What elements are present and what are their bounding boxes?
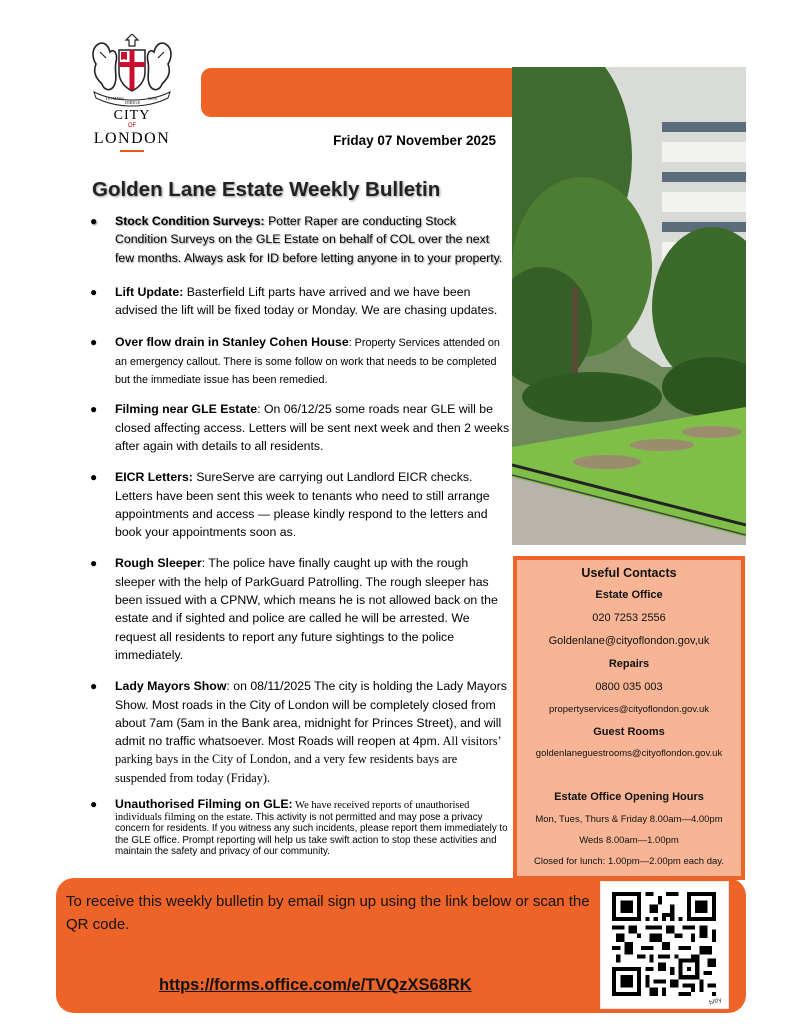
bulletin-item-title: Lady Mayors Show — [115, 679, 227, 694]
bulletin-item-title: Unauthorised Filming on GLE: — [115, 797, 293, 812]
signup-instructions: To receive this weekly bulletin by email sign up using the link below or scan the QR code. — [66, 893, 590, 933]
estate-photo — [512, 67, 746, 545]
bulletin-item-body: : The police have finally caught up with the rough sleeper with the help of ParkGuard Patrolling. The rough sleeper has been issued with a CPNW, which means he is not allowed back on the estate and if sighted and police are called he will be arrested. We request all residents to report any future sightings to the police immediately. — [115, 556, 498, 662]
page-title: Golden Lane Estate Weekly Bulletin — [92, 178, 441, 201]
logo-city-word: CITY — [113, 108, 151, 123]
estate-office-email[interactable]: Goldenlane@cityoflondon.gov,uk — [548, 635, 710, 647]
bullet-icon: ● — [90, 284, 98, 299]
bulletin-item-rough-sleeper — [90, 554, 510, 664]
bulletin-item-body-continued: This activity is not permitted and may pose a privacy concern for residents. If you witness any such incidents, please report them immediately to the GLE office. Prompt reporting will help us take swift action to stop these activities and maintain the safety and privacy of our community. — [115, 811, 508, 858]
qr-code-icon — [612, 892, 716, 996]
bulletin-item-overflow-drain — [90, 333, 510, 388]
contacts-heading: Useful Contacts — [581, 566, 677, 580]
bulletin-item-body: Basterfield Lift parts have arrived and we have been advised the lift will be fixed today or Monday. We are chasing updates. — [115, 284, 498, 318]
bulletin-item-title: Filming near GLE Estate — [115, 402, 258, 417]
useful-contacts-panel — [517, 560, 741, 876]
svg-text:DIRIGE: DIRIGE — [125, 100, 141, 105]
bulletin-item-lift-update — [90, 283, 510, 320]
bulletin-item-lady-mayors-show — [90, 677, 510, 787]
bullet-icon: ● — [90, 797, 98, 812]
opening-hours-line: Mon, Tues, Thurs & Friday 8.00am—4.00pm — [535, 814, 723, 825]
bulletin-item-title: Stock Condition Surveys: — [115, 214, 265, 228]
logo-underline — [120, 150, 144, 152]
bulletin-item-body: SureServe are carrying out Landlord EICR checks. Letters have been sent this week to tenants who need to still arrange appointments and access — please kindly respond to the letters and book your appointments soon as. — [115, 470, 490, 540]
bulletin-item-title: Rough Sleeper — [115, 556, 202, 571]
estate-office-label: Estate Office — [595, 589, 663, 601]
bullet-icon: ● — [90, 335, 98, 350]
city-of-london-logo — [82, 34, 182, 154]
bulletin-item-body: Potter Raper are conducting Stock Condition Surveys on the GLE Estate on behalf of COL over the next few months. Always ask for ID before letting anyone in to your property. — [115, 214, 503, 265]
header-accent-bar — [201, 68, 517, 117]
signup-footer — [56, 878, 746, 1013]
bulletin-date: Friday 07 November 2025 — [333, 133, 496, 148]
bulletin-item-eicr-letters — [90, 468, 510, 541]
repairs-label: Repairs — [608, 658, 650, 670]
opening-hours-heading: Estate Office Opening Hours — [554, 791, 704, 803]
bulletin-item-body-continued: All visitors’ parking bays in the City of London, and a very few residents bays are suspended from today (Friday). — [115, 734, 501, 785]
logo-london-word: LONDON — [93, 130, 171, 147]
bullet-icon: ● — [90, 679, 98, 694]
bulletin-item-title: Over flow drain in Stanley Cohen House — [115, 335, 349, 350]
opening-hours-line: Closed for lunch: 1.00pm—2.00pm each day. — [534, 856, 724, 867]
svg-text:DOMINE: DOMINE — [106, 96, 124, 101]
bulletin-item-body: : on 08/11/2025 The city is holding the Lady Mayors Show. Most roads in the City of London will be completely closed from about 7am (5am in the Bank area, midnight for Princes Street), and will admit no traffic whatsoever. Most Roads will reopen at 4pm. — [115, 679, 507, 749]
coat-of-arms-icon — [88, 34, 176, 108]
opening-hours-line: Weds 8.00am—1.00pm — [579, 835, 679, 846]
estate-office-phone[interactable]: 020 7253 2556 — [592, 612, 666, 624]
bullet-icon: ● — [90, 402, 98, 417]
bullet-icon: ● — [90, 470, 98, 485]
qr-brand-mark: bitly — [708, 996, 723, 1007]
logo-of-word: OF — [127, 123, 137, 129]
bullet-icon: ● — [90, 214, 98, 228]
guest-rooms-email[interactable]: goldenlaneguestrooms@cityoflondon.gov.uk — [535, 748, 723, 759]
repairs-email[interactable]: propertyservices@cityoflondon.gov.uk — [549, 704, 709, 715]
bulletin-item-body: : On 06/12/25 some roads near GLE will be closed affecting access. Letters will be sent next week and then 2 weeks after again with details to all residents. — [115, 402, 510, 453]
bullet-icon: ● — [90, 556, 98, 571]
bulletin-item-unauthorised-filming — [90, 799, 510, 858]
bulletin-item-title: EICR Letters: — [115, 470, 193, 485]
svg-text:NOS: NOS — [148, 96, 158, 101]
bulletin-item-body: : Property Services attended on an emergency callout. There is some follow on work that needs to be completed but the immediate issue has been remedied. — [115, 337, 500, 387]
bulletin-item-body: We have received reports of unauthorised individuals filming on the estate. — [115, 800, 470, 823]
bulletin-item-title: Lift Update: — [115, 284, 184, 299]
guest-rooms-label: Guest Rooms — [593, 726, 665, 738]
repairs-phone[interactable]: 0800 035 003 — [595, 681, 663, 693]
signup-qr-code[interactable] — [600, 881, 729, 1009]
signup-form-link[interactable]: https://forms.office.com/e/TVQzXS68RK — [159, 976, 472, 994]
bulletin-item-stock-condition — [90, 212, 510, 267]
bulletin-list — [90, 212, 510, 858]
bulletin-item-filming-near-gle — [90, 400, 510, 455]
